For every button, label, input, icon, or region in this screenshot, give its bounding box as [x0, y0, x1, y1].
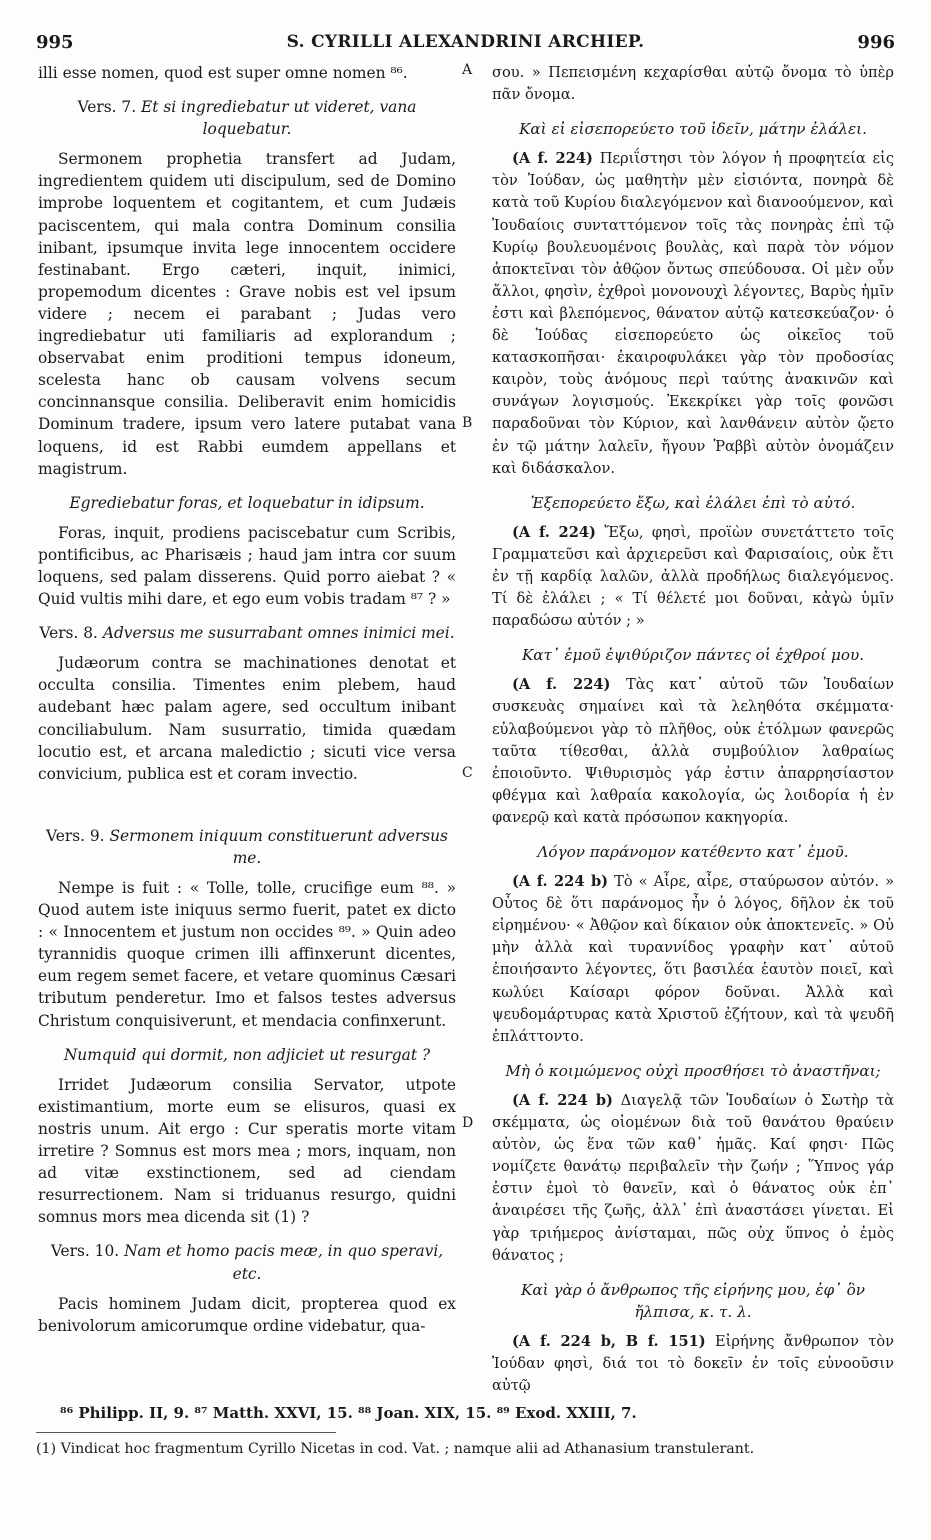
commentary-paragraph — [38, 522, 456, 610]
paragraph-text: Εἰρήνης ἄνθρωπον τὸν Ἰούδαν φησὶ, διά τοι τὸ δοκεῖν ἐν τοῖς εὐνοοῦσιν αὐτῷ — [492, 1332, 894, 1395]
spacer — [38, 785, 456, 813]
verse-text: Λόγον παράνομον κατέθεντο κατ᾽ ἐμοῦ. — [537, 843, 849, 861]
right-page-number: 996 — [857, 32, 895, 53]
paragraph-text: Foras, inquit, prodiens paciscebatur cum Scribis, pontificibus, ac Pharisæis ; haud jam intra cor suum loquens, sed palam disserens. Quid porro aiebat ? « Quid vultis mihi dare, et ego eum vobis tradam ⁸⁷ ? » — [38, 523, 456, 609]
verse-text: Nam et homo pacis meæ, in quo speravi, etc. — [124, 1242, 444, 1283]
verse-heading — [38, 1044, 456, 1066]
footnote: (1) Vindicat hoc fragmentum Cyrillo Nicetas in cod. Vat. ; namque alii ad Athanasium transtulerant. — [36, 1441, 755, 1457]
paragraph-text: Irridet Judæorum consilia Servator, utpote existimantium, morte eum se elisuros, quasi ex nostris unum. Ait ergo : Cur speratis morte vitam irretire ? Somnus est mors mea ; mors, inquam, non ad vitæ exstinctionem, sed ad ciendam resurrectionem. Nam si triduanus resurgo, quidni somnus mors mea dicenda sit (1) ? — [38, 1075, 456, 1227]
commentary-paragraph — [492, 871, 894, 1048]
scripture-references: ⁸⁶ Philipp. II, 9. ⁸⁷ Matth. XXVI, 15. ⁸⁸ Joan. XIX, 15. ⁸⁹ Exod. XXIII, 7. — [60, 1404, 637, 1422]
commentary-paragraph — [38, 877, 456, 1032]
verse-heading — [492, 644, 894, 666]
paragraph-text: Pacis hominem Judam dicit, propterea quod ex benivolorum amicorumque ordine videbatur, qua- — [38, 1294, 456, 1335]
verse-text: Ἐξεπορεύετο ἔξω, καὶ ἐλάλει ἐπὶ τὸ αὐτό. — [530, 493, 856, 512]
margin-letter-a: A — [462, 62, 473, 78]
latin-column — [38, 62, 456, 1337]
paragraph-text: Τὸ « Αἶρε, αἶρε, σταύρωσον αὐτόν. » Οὗτος δὲ ὅτι παράνομος ἦν ὁ λόγος, δῆλον ἐκ τοῦ εἰρημένου· « Ἀθῷον καὶ δίκαιον οὐκ ἀποκτενεῖς. » Οὐ μὴν ἀλλὰ καὶ τυραννίδος γραφὴν κατ᾽ αὐτοῦ ἐποιήσαντο λέγοντες, ὅτι βασιλέα ἑαυτὸν ποιεῖ, καὶ κωλύει Καίσαρι φόρον δοῦναι. Ἀλλὰ καὶ ψευδομάρτυρας κατὰ Χριστοῦ ἐζήτουν, καὶ τὰ ψευδῆ ἐπλάττοντο. — [492, 873, 894, 1045]
page-header — [36, 32, 895, 58]
commentary-paragraph — [38, 1293, 456, 1337]
verse-text: Numquid qui dormit, non adjiciet ut resurgat ? — [63, 1045, 431, 1064]
footnote-rule — [36, 1432, 336, 1433]
verse-heading — [38, 622, 456, 644]
greek-column — [492, 62, 894, 1397]
paragraph-text: Διαγελᾷ τῶν Ἰουδαίων ὁ Σωτὴρ τὰ σκέμματα, ὡς οἰομένων διὰ τοῦ θανάτου θραύειν αὐτὸν, ὡς ἕνα τῶν καθ᾽ ἡμᾶς. Καί φησι· Πῶς νομίζετε θανάτῳ περιβαλεῖν τὴν ζωήν ; Ὕπνος γάρ ἐστιν ἐμοὶ τὸ θανεῖν, καὶ ὁ θάνατος οὐκ ἐπ᾽ ἀναιρέσει τῆς ζωῆς, ἀλλ᾽ ἐπὶ ἀναστάσει γίνεται. Εἰ γὰρ τριήμερος ἀνίσταμαι, πῶς οὐχ ὕπνος ὁ ἐμὸς θάνατος ; — [492, 1091, 894, 1264]
paragraph-text: Περιΐστησι τὸν λόγον ἡ προφητεία εἰς τὸν Ἰούδαν, ὡς μαθητὴν μὲν εἰσιόντα, πονηρὰ δὲ κατὰ τοῦ Κυρίου διαλεγόμενον καὶ διανοούμενον, καὶ Ἰουδαίοις συνταττόμενον τοῖς τὰς πονηρὰς ἐπὶ τῷ Κυρίῳ βουλευομένοις βουλὰς, καὶ παρὰ τὸν νόμον ἀποκτεῖναι τὸν ἀθῷον ὄντως σπεύδουσα. Οἱ μὲν οὖν ἄλλοι, φησὶν, ἐχθροὶ μονονουχὶ λέγοντες, Βαρὺς ἡμῖν ἐστι καὶ βλεπόμενος, θάνατον αὐτῷ κατεσκεύαζον· ὁ δὲ Ἰούδας εἰσεπορεύετο ὡς οἰκεῖος τοῦ κατασκοπῆσαι· ἐκαιροφυλάκει γὰρ τὸν προδοσίας καιρὸν, τοὺς ἀνόμους περὶ ταύτης ἀνακινῶν καὶ συνάγων λογισμούς. Ἐκεκρίκει γὰρ τοῖς φονῶσι παραδοῦναι τὸν Κύριον, καὶ λανθάνειν αὐτὸν ᾤετο ἐν τῷ μάτην λαλεῖν, ἤγουν Ῥαββὶ αὐτὸν ὀνομάζειν καὶ διδάσκαλον. — [492, 150, 894, 477]
verse-heading — [38, 96, 456, 140]
paragraph-text: Ἔξω, φησὶ, προϊὼν συνετάττετο τοῖς Γραμματεῦσι καὶ ἀρχιερεῦσι καὶ Φαρισαίοις, οὐκ ἔτι ἐν τῇ καρδίᾳ λαλῶν, ἀλλὰ προδήλως διαλεγόμενος. Τί δὲ ἐλάλει ; « Τί θέλετέ μοι δοῦναι, κἀγὼ ὑμῖν παραδώσω αὐτόν ; » — [492, 523, 894, 630]
verse-text: Sermonem iniquum constituerunt adversus me. — [109, 826, 448, 867]
commentary-paragraph — [492, 674, 894, 829]
verse-heading — [38, 492, 456, 514]
verse-heading — [38, 825, 456, 869]
commentary-paragraph — [38, 148, 456, 479]
manuscript-reference: (A f. 224 b) — [512, 873, 609, 891]
manuscript-reference: (A f. 224 b, B f. 151) — [512, 1332, 706, 1350]
manuscript-reference: (A f. 224) — [512, 523, 596, 541]
verse-heading — [38, 1240, 456, 1284]
commentary-paragraph — [38, 652, 456, 785]
commentary-paragraph — [38, 1074, 456, 1229]
paragraph-text: Nempe is fuit : « Tolle, tolle, crucifige eum ⁸⁸. » Quod autem iste iniquus sermo fuerit, patet ex dicto : « Innocentem et justum non occides ⁸⁹. » Quin adeo tyrannidis quoque crimen illi affinxerunt dicentes, eum regem semet facere, et vetare quominus Cæsari tributum penderetur. Imo et falsos testes adversus Christum conquisiverunt, et mendacia confinxerunt. — [38, 879, 456, 1030]
manuscript-reference: (A f. 224) — [512, 676, 611, 694]
commentary-paragraph — [492, 522, 894, 632]
verse-text: Egrediebatur foras, et loquebatur in idipsum. — [69, 493, 425, 512]
verse-label: Vers. 7. — [77, 98, 137, 117]
verse-heading — [492, 1060, 894, 1082]
left-page-number: 995 — [36, 32, 74, 53]
verse-label: Vers. 9. — [46, 826, 105, 845]
paragraph-text: illi esse nomen, quod est super omne nomen ⁸⁶. — [38, 64, 408, 82]
paragraph-text: Sermonem prophetia transfert ad Judam, ingredientem quidem uti discipulum, sed de Domino improbe loquentem et cogitantem, et cum Judæis paciscentem, qui mala contra Dominum consilia inibant, ipsumque invita lege innocentem occidere festinabant. Ergo cæteri, inquit, inimici, propemodum dicentes : Grave nobis est vel ipsum videre ; necem ei parabant ; Judas vero ingrediebatur uti familiaris ad explorandum ; observabat enim proditioni tempus idoneum, scelesta hanc ob causam volvens secum concinnansque consilia. Deliberavit enim homicidis Dominum tradere, ipsum vero latere putabat vana loquens, id est Rabbi eumdem appellans et magistrum. — [38, 150, 456, 478]
verse-heading — [492, 118, 894, 140]
margin-letter-c: C — [462, 765, 473, 781]
manuscript-reference: (A f. 224 b) — [512, 1091, 613, 1109]
margin-letter-b: B — [462, 415, 473, 431]
verse-text: Καὶ εἰ εἰσεπορεύετο τοῦ ἰδεῖν, μάτην ἐλάλει. — [519, 120, 867, 139]
verse-text: Adversus me susurrabant omnes inimici mei. — [102, 624, 455, 643]
commentary-paragraph — [492, 1090, 894, 1267]
verse-heading — [492, 1279, 894, 1323]
commentary-paragraph — [492, 1331, 894, 1397]
commentary-paragraph — [492, 62, 894, 106]
paragraph-text: Judæorum contra se machinationes denotat et occulta consilia. Timentes enim plebem, haud audebant hæc palam agere, sed occultum inibant conciliabulum. Nam susurratio, timida quædam locutio est, et arcana maledictio ; sicuti vice versa convicium, publica est et coram invectio. — [38, 654, 456, 783]
margin-letter-d: D — [462, 1115, 474, 1131]
manuscript-reference: (A f. 224) — [512, 150, 593, 168]
paragraph-text: σου. » Πεπεισμένη κεχαρίσθαι αὐτῷ ὄνομα τὸ ὑπὲρ πᾶν ὄνομα. — [492, 64, 894, 104]
verse-text: Κατ᾽ ἐμοῦ ἐψιθύριζον πάντες οἱ ἐχθροί μου. — [521, 646, 865, 665]
running-title: S. CYRILLI ALEXANDRINI ARCHIEP. — [286, 32, 645, 52]
commentary-paragraph — [492, 148, 894, 479]
commentary-paragraph — [38, 62, 456, 84]
paragraph-text: Τὰς κατ᾽ αὐτοῦ τῶν Ἰουδαίων συσκευὰς σημαίνει καὶ τὰ λεληθότα σκέμματα· εὐλαβούμενοι γὰρ τὸ πλῆθος, οὐκ ἐτόλμων φανερῶς ταῦτα τίθεσθαι, ἀλλὰ συμβούλιον λαθραίως ἐποιοῦντο. Ψιθυρισμὸς γάρ ἐστιν ἀπαρρησίαστον φθέγμα καὶ λαθραία κακολογία, ὡς λοιδορία ἡ ἐν φανερῷ καὶ κατὰ πρόσωπον κακηγορία. — [492, 676, 894, 826]
verse-heading — [492, 841, 894, 863]
verse-text: Et si ingrediebatur ut videret, vana loquebatur. — [141, 98, 417, 139]
verse-heading — [492, 492, 894, 514]
verse-label: Vers. 8. — [39, 624, 98, 643]
verse-text: Καὶ γὰρ ὁ ἄνθρωπος τῆς εἰρήνης μου, ἐφ᾽ ὃν ἤλπισα, κ. τ. λ. — [521, 1280, 865, 1321]
verse-text: Μὴ ὁ κοιμώμενος οὐχὶ προσθήσει τὸ ἀναστῆναι; — [505, 1061, 881, 1080]
verse-label: Vers. 10. — [50, 1242, 120, 1261]
